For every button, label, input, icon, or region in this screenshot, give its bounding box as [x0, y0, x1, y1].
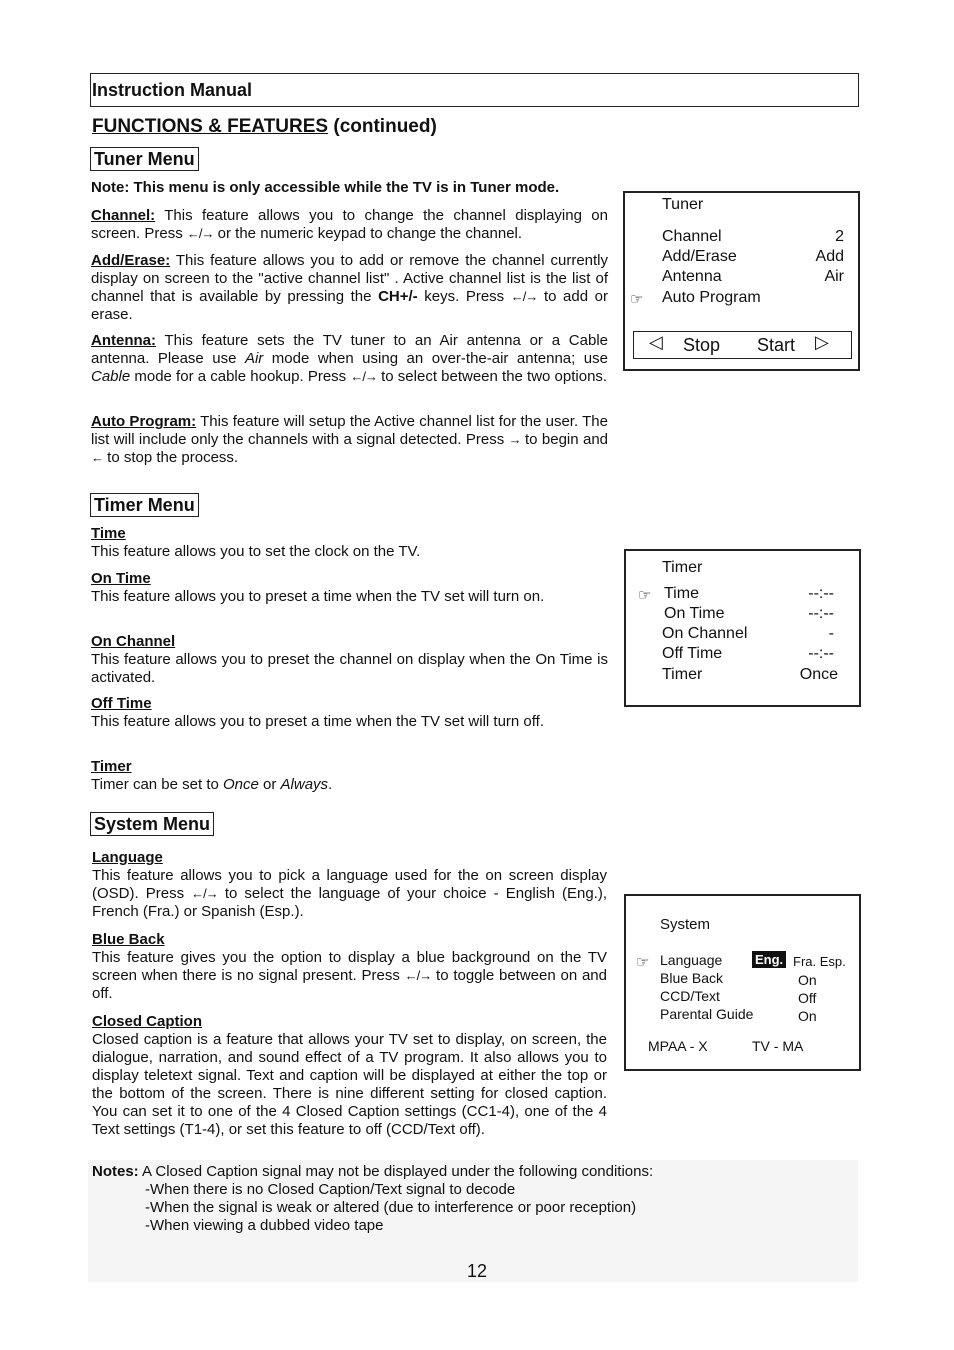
timer-row-value: --:-- — [808, 645, 834, 662]
start-label: Start — [757, 335, 796, 355]
left-triangle-icon: ◁ — [649, 332, 663, 352]
timer-menu-heading: Timer Menu — [90, 493, 199, 517]
ch-key: CH+/- — [378, 288, 418, 305]
tuner-row-value: Air — [824, 268, 844, 285]
tuner-antenna-paragraph — [91, 332, 608, 386]
tuner-row-label: Channel — [662, 228, 722, 245]
timer-row-value: Once — [799, 666, 838, 683]
antenna-text-3: mode for a cable hookup. Press — [130, 368, 351, 385]
tv-rating: TV - MA — [752, 1038, 804, 1054]
left-right-arrow-icon: ←/→ — [510, 289, 538, 304]
timer-row-label: Off Time — [662, 645, 723, 662]
pointing-hand-icon: ☞ — [630, 291, 644, 308]
tuner-row-label: Add/Erase — [662, 248, 737, 265]
timer-panel-title: Timer — [662, 559, 703, 576]
pointing-hand-icon: ☞ — [638, 587, 652, 604]
add-erase-text-3: to add or erase. — [91, 288, 608, 323]
page-number: 12 — [466, 1261, 488, 1281]
language-text — [92, 867, 607, 921]
language-text-2: to select the language of your choice - English (Eng.), French (Fra.) or Spanish (Esp.). — [92, 885, 607, 920]
timer-always: Always — [280, 776, 329, 793]
closed-caption-title: Closed Caption — [92, 1013, 203, 1030]
tuner-auto-program-paragraph — [91, 413, 608, 467]
on-time-text: This feature allows you to preset a time when the TV set will turn on. — [91, 588, 545, 605]
auto-program-label: Auto Program: — [91, 413, 197, 430]
language-options: Fra. Esp. — [793, 954, 846, 969]
notes-line — [92, 1163, 653, 1181]
language-selected-badge: Eng. — [752, 951, 786, 968]
add-erase-label: Add/Erase: — [91, 252, 171, 269]
tuner-row-label: Antenna — [662, 268, 722, 285]
channel-label: Channel: — [91, 207, 156, 224]
timer-once: Once — [223, 776, 259, 793]
blue-back-text — [92, 949, 607, 1003]
notes-item: -When viewing a dubbed video tape — [145, 1217, 384, 1234]
left-arrow-icon: ← — [91, 450, 103, 465]
system-row-value: Off — [798, 990, 817, 1006]
timer-row-label: On Channel — [662, 625, 748, 642]
antenna-text-4: to select between the two options. — [376, 368, 608, 385]
header-title: Instruction Manual — [92, 80, 253, 100]
antenna-label: Antenna: — [91, 332, 156, 349]
page-title — [92, 116, 437, 138]
system-row-label: Blue Back — [660, 970, 724, 986]
off-time-text: This feature allows you to preset a time when the TV set will turn off. — [91, 713, 544, 730]
tuner-channel-paragraph — [91, 207, 608, 243]
tuner-add-erase-paragraph — [91, 252, 608, 324]
language-title: Language — [92, 849, 163, 866]
right-triangle-icon: ▷ — [815, 332, 829, 352]
tuner-panel-title: Tuner — [662, 196, 704, 213]
auto-program-text: This feature will setup the Active channel list for the user. The list will include only the channels with a signal detected. Press — [91, 413, 608, 448]
pointing-hand-icon: ☞ — [636, 954, 650, 971]
antenna-text-2: mode when using an over-the-air antenna; use — [263, 350, 608, 367]
right-arrow-icon: → — [508, 432, 521, 447]
notes-intro: A Closed Caption signal may not be displayed under the following conditions: — [138, 1163, 654, 1180]
add-erase-text: This feature allows you to add or remove the channel currently display on screen to the "active channel list" . Active channel list is the list of channel that is available by pressing the — [91, 252, 608, 305]
timer-row-value: - — [828, 625, 834, 642]
timer-text-1: Timer can be set to — [91, 776, 223, 793]
timer-text — [91, 776, 608, 794]
timer-or: or — [258, 776, 281, 793]
timer-row-label: Timer — [662, 666, 703, 683]
auto-program-text-3: to stop the process. — [103, 449, 239, 466]
notes-label: Notes: — [92, 1163, 139, 1180]
off-time-title: Off Time — [91, 695, 152, 712]
timer-row-value: --:-- — [808, 585, 834, 602]
blue-back-text-1: This feature gives you the option to display a blue background on the TV screen when there is no signal present. Press — [92, 949, 607, 984]
time-text: This feature allows you to set the clock on the TV. — [91, 543, 421, 560]
page-title-main: FUNCTIONS & FEATURES — [92, 116, 329, 137]
mpaa-rating: MPAA - X — [648, 1038, 708, 1054]
system-row-label: CCD/Text — [660, 988, 720, 1004]
auto-program-text-2: to begin and — [520, 431, 608, 448]
system-row-value: On — [798, 1008, 817, 1024]
on-channel-title: On Channel — [91, 633, 176, 650]
page-title-suffix: (continued) — [328, 116, 437, 137]
add-erase-text-2: keys. Press — [417, 288, 511, 305]
blue-back-text-2: to toggle between on and off. — [92, 967, 607, 1002]
system-row-label: Language — [660, 952, 723, 968]
timer-title: Timer — [91, 758, 132, 775]
tuner-row-label: Auto Program — [662, 289, 761, 306]
tuner-menu-heading: Tuner Menu — [90, 147, 199, 171]
system-row-value: On — [798, 972, 817, 988]
notes-item: -When there is no Closed Caption/Text signal to decode — [145, 1181, 516, 1198]
on-channel-text: This feature allows you to preset the channel on display when the On Time is activated. — [91, 651, 608, 686]
air-mode: Air — [244, 350, 264, 367]
channel-text: This feature allows you to change the channel displaying on screen. Press — [91, 207, 608, 242]
antenna-text: This feature sets the TV tuner to an Air antenna or a Cable antenna. Please use — [91, 332, 608, 367]
closed-caption-text: Closed caption is a feature that allows your TV set to display, on screen, the dialogue, narration, and sound effect of a TV program. It also allows you to display teletext signal. Text and caption will be displayed at either the top or the bottom of the screen. There is nine different setting for closed caption. You can set it to one of the 4 Closed Caption settings (CC1-4), one of the 4 Text settings (T1-4), or set this feature to off (CCD/Text off). — [92, 1031, 607, 1138]
system-row-label: Parental Guide — [660, 1006, 754, 1022]
language-text-1: This feature allows you to pick a language used for the on screen display (OSD). Press — [92, 867, 607, 902]
timer-row-label: Time — [664, 585, 699, 602]
left-right-arrow-icon: ←/→ — [191, 886, 218, 901]
stop-label: Stop — [683, 335, 721, 355]
tuner-row-value: Add — [815, 248, 844, 265]
timer-row-label: On Time — [664, 605, 725, 622]
left-right-arrow-icon: ←/→ — [404, 968, 432, 983]
tuner-row-value: 2 — [835, 228, 844, 245]
cable-mode: Cable — [91, 368, 131, 385]
notes-item: -When the signal is weak or altered (due to interference or poor reception) — [145, 1199, 637, 1216]
channel-text-end: or the numeric keypad to change the channel. — [213, 225, 523, 242]
timer-row-value: --:-- — [808, 605, 834, 622]
system-menu-heading: System Menu — [90, 812, 214, 836]
left-right-arrow-icon: ←/→ — [186, 226, 214, 241]
timer-end: . — [328, 776, 333, 793]
left-right-arrow-icon: ←/→ — [350, 369, 377, 384]
on-time-title: On Time — [91, 570, 151, 587]
tuner-note: Note: This menu is only accessible while the TV is in Tuner mode. — [91, 179, 560, 196]
time-title: Time — [91, 525, 126, 542]
system-panel-title: System — [660, 916, 711, 933]
blue-back-title: Blue Back — [92, 931, 165, 948]
